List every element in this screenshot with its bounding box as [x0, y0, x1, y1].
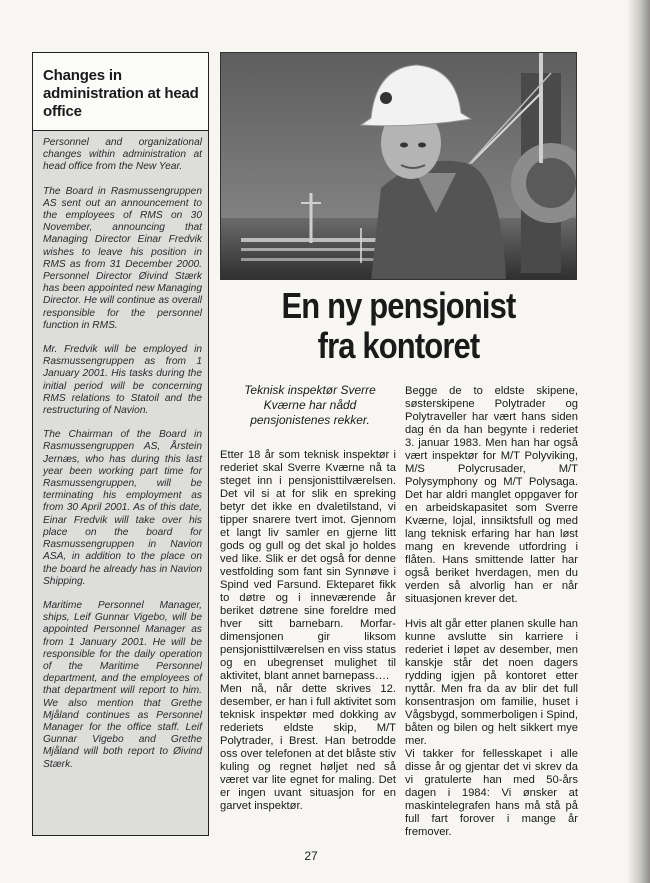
article-column-2	[405, 385, 578, 839]
photo-illustration	[221, 53, 577, 280]
article-subtitle: Teknisk inspektør Sverre Kværne har nådd pensjonistenes rekker.	[244, 383, 376, 427]
sidebar-paragraph: The Chairman of the Board in Rasmussengruppen AS, Årstein Jernæs, who has during this last year been working part time for Rasmussengruppen, will be terminating his employment as from 30 April 2001. As of this date, Einar Fredvik will take over his place on the board for Rasmussengruppen in Navion ASA, in addition to the place on the board he already has in Navion Shipping.	[43, 429, 202, 587]
sidebar-box	[32, 52, 209, 836]
article-paragraph: Men nå, når dette skrives 12. desember, er han i full aktivitet som teknisk inspektør med dokking av rederiets eldste skip, M/T Polytrader, i Brest. Han betrodde oss over telefonen at det blåste stiv kuling og regnet høljet ned så været var lite egnet for maling. Det er ingen uvant situasjon for en garvet inspektør.	[220, 683, 396, 812]
article-paragraph: Etter 18 år som teknisk inspektør i rederiet skal Sverre Kværne nå ta steget inn i pensjonisttilværelsen. Det vil si at for slik en spreking betyr det ikke en dvaletilstand, vi tipper snarere tvert imot. Gjennom et langt liv samler en gjerne litt gods og gull og det skal jo holdes ved like. Slik er det også for denne vestfolding som fant sin Synnøve i Spind ved Farsund. Ekteparet fikk to døtre og i inneværende år beriket døtrene sine foreldre med hver sitt barnebarn. Morfar-dimensjonen gir liksom pensjonisttilværelsen en viss status og en ubegrenset mulighet til aktivitet, blant annet barnepass….	[220, 449, 396, 682]
sidebar-paragraph: Personnel and organizational changes within administration at head office from the New Year.	[43, 137, 202, 173]
article-paragraph: Begge de to eldste skipene, søsterskipene Polytrader og Polytraveller har vært hans siden dag én da han begynte i rederiet 3. januar 1983. Men han har også vært inspektør for M/T Polyviking, M/S Polycrusader, M/T Polysymphony og M/T Polysaga. Det har aldri manglet oppgaver for en arbeidskapasitet som Sverre Kværne, lojal, innsiktsfull og med lang teknisk erfaring har han løst mang en krevende utfordring i flåten. Hans smittende latter har også beriket hverdagen, men du verden så alvorlig han er når situasjonen krever det.	[405, 385, 578, 605]
article-photo	[220, 52, 577, 280]
page-number: 27	[304, 849, 318, 863]
article-headline	[245, 286, 552, 366]
article-paragraph: Hvis alt går etter planen skulle han kunne avslutte sin karriere i rederiet i løpet av desember, men kanskje står det noen dagers rydding igjen på kontoret etter nyttår. Men fra da av blir det full konsentrasjon om familie, huset i Vågsbygd, sommerboligen i Spind, båten og bilen og helt sikkert mye mer.	[405, 618, 578, 747]
article-column-1	[220, 449, 396, 813]
article-paragraph: Vi takker for fellesskapet i alle disse år og gjentar det vi skrev da vi gratulerte han med 50-års dagen i 1984: Vi ønsker at maskintelegrafen hans må stå på full fart forover i mange år fremover.	[405, 748, 578, 838]
headline-line-1: En ny pensjonist	[281, 285, 516, 326]
sidebar-paragraph: Mr. Fredvik will be employed in Rasmussengruppen as from 1 January 2001. His tasks during the initial period will be concerning RMS relations to Statoil and the restructuring of Navion.	[43, 344, 202, 417]
headline-line-2: fra kontoret	[317, 325, 480, 366]
sidebar-paragraph: The Board in Rasmussengruppen AS sent out an announcement to the employees of RMS on 30 November, announcing that Managing Director Einar Fredvik wishes to leave his position in RMS as from 31 December 2000. Personnel Director Øivind Stærk has been appointed new Managing Director. He will continue as overall responsible for the personnel function in RMS.	[43, 185, 202, 331]
sidebar-body	[43, 137, 202, 783]
page-spine-shadow	[628, 0, 650, 883]
sidebar-title: Changes in administration at head office	[43, 67, 199, 120]
sidebar-header	[33, 53, 208, 131]
sidebar-paragraph: Maritime Personnel Manager, ships, Leif Gunnar Vigebo, will be appointed Personnel Manager as from 1 January 2001. He will be responsible for the daily operation of the Maritime Personnel department, and the employees of that department will report to him. We also mention that Grethe Mjåland continues as Personnel Manager for the office staff. Leif Gunnar Vigebo and Grethe Mjåland will both report to Øivind Stærk.	[43, 599, 202, 770]
